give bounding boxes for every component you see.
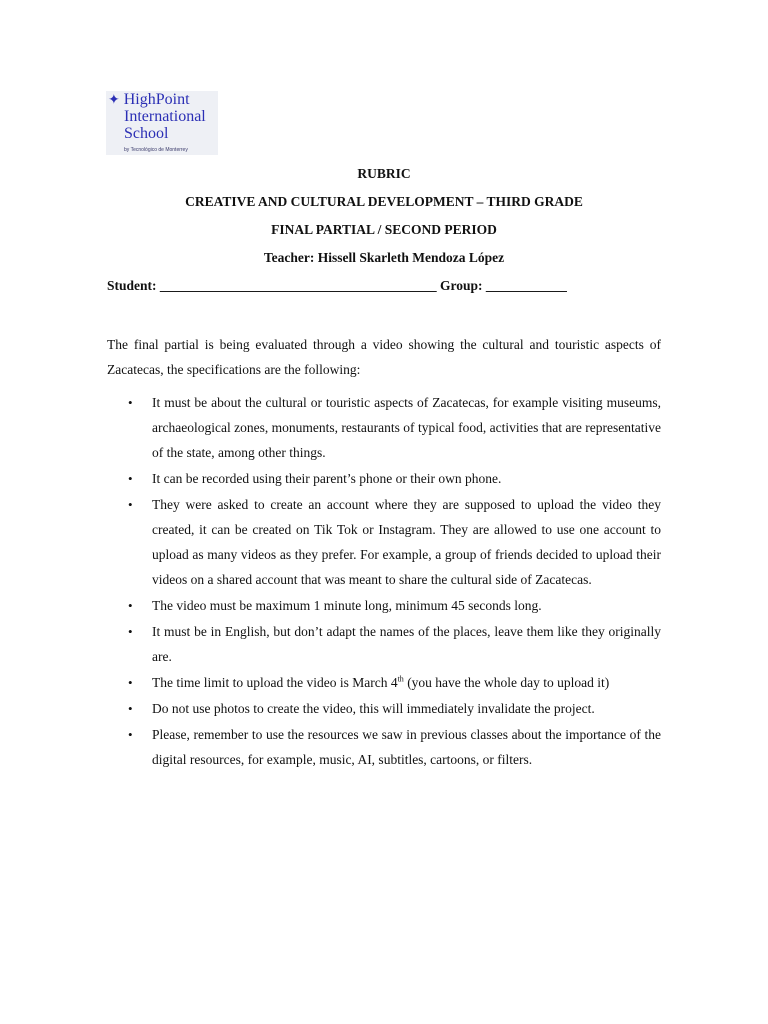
bullet-icon: •: [128, 675, 133, 690]
list-item: • It must be in English, but don’t adapt the names of the places, leave them like they originally are.: [107, 619, 661, 669]
document-title: RUBRIC: [357, 166, 411, 181]
group-label: Group:: [440, 278, 483, 293]
bullet-icon: •: [128, 471, 133, 486]
student-label: Student:: [107, 278, 157, 293]
list-item: • Please, remember to use the resources we saw in previous classes about the importance of the digital resources, for example, music, AI, subtitles, cartoons, or filters.: [107, 722, 661, 772]
school-logo: [106, 91, 218, 155]
logo-line-2: International: [124, 108, 206, 125]
teacher-heading: Teacher: Hissell Skarleth Mendoza López: [263, 250, 505, 265]
bullet-icon: •: [128, 598, 133, 613]
list-item: • The video must be maximum 1 minute long, minimum 45 seconds long.: [107, 593, 661, 618]
period-heading: FINAL PARTIAL / SECOND PERIOD: [271, 222, 497, 237]
list-item: • Do not use photos to create the video, this will immediately invalidate the project.: [107, 696, 661, 721]
list-item: • The time limit to upload the video is March 4th (you have the whole day to upload it): [107, 670, 661, 695]
bullet-icon: •: [128, 727, 133, 742]
list-item: • It must be about the cultural or touristic aspects of Zacatecas, for example visiting museums, archaeological zones, monuments, restaurants of typical food, activities that are representative of the state, among other things.: [107, 390, 661, 465]
group-blank: ____________: [485, 278, 567, 293]
list-item: • They were asked to create an account where they are supposed to upload the video they created, it can be created on Tik Tok or Instagram. They are allowed to use one account to upload as many videos as they prefer. For example, a group of friends decided to upload their videos on a shared account that was meant to share the cultural side of Zacatecas.: [107, 492, 661, 592]
logo-tagline: by Tecnológico de Monterrey: [124, 147, 188, 153]
student-blank: _________________________________________: [159, 278, 437, 293]
specifications-list: [107, 390, 661, 773]
subject-heading: CREATIVE AND CULTURAL DEVELOPMENT – THIRD GRADE: [185, 194, 583, 209]
bullet-icon: •: [128, 395, 133, 410]
list-item: • It can be recorded using their parent’s phone or their own phone.: [107, 466, 661, 491]
student-group-line: [107, 278, 567, 294]
bullet-icon: •: [128, 497, 133, 512]
intro-paragraph: The final partial is being evaluated through a video showing the cultural and touristic aspects of Zacatecas, the specifications are the following:: [107, 337, 661, 377]
logo-line-1: HighPoint: [123, 91, 190, 108]
logo-line-3: School: [124, 125, 169, 142]
star-icon: ✦: [108, 93, 120, 108]
bullet-icon: •: [128, 624, 133, 639]
bullet-icon: •: [128, 701, 133, 716]
